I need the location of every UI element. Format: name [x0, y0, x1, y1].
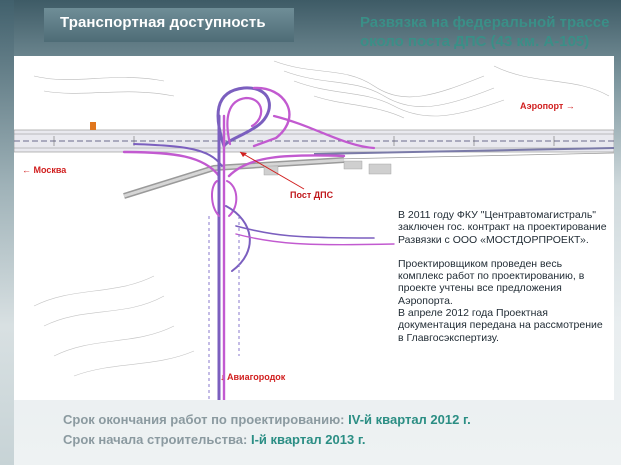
design-deadline-value: IV-й квартал 2012 г. — [348, 412, 471, 427]
slide-title: Транспортная доступность — [60, 14, 266, 31]
slide-subtitle: Развязка на федеральной трассе около поста ДПС (43 км. А-105) — [360, 14, 610, 50]
label-moscow: ← Москва — [22, 165, 67, 175]
decorative-strip — [0, 0, 14, 465]
label-aviagorodok: ↓ Авиагородок — [220, 372, 286, 382]
info-paragraph-contract: В 2011 году ФКУ "Центравтомагистраль" заключен гос. контракт на проектирование Развязки с ООО «МОСТДОРПРОЕКТ». — [398, 209, 607, 246]
footer-design-deadline — [63, 412, 471, 427]
info-text-block — [398, 209, 608, 344]
footer-construction-start — [63, 432, 366, 447]
construction-start-value: I-й квартал 2013 г. — [250, 432, 366, 447]
info-paragraph-expertise: В апреле 2012 года Проектная документация передана на рассмотрение в Главгосэкспертизу. — [398, 307, 603, 344]
design-deadline-label: Срок окончания работ по проектированию: — [63, 412, 345, 427]
info-paragraph-design: Проектировщиком проведен весь комплекс работ по проектированию, в проекте учтены все предложения Аэропорта. — [398, 257, 585, 307]
label-airport: Аэропорт → — [520, 101, 575, 111]
label-police-post: Пост ДПС — [290, 190, 334, 200]
construction-start-label: Срок начала строительства: — [63, 432, 248, 447]
